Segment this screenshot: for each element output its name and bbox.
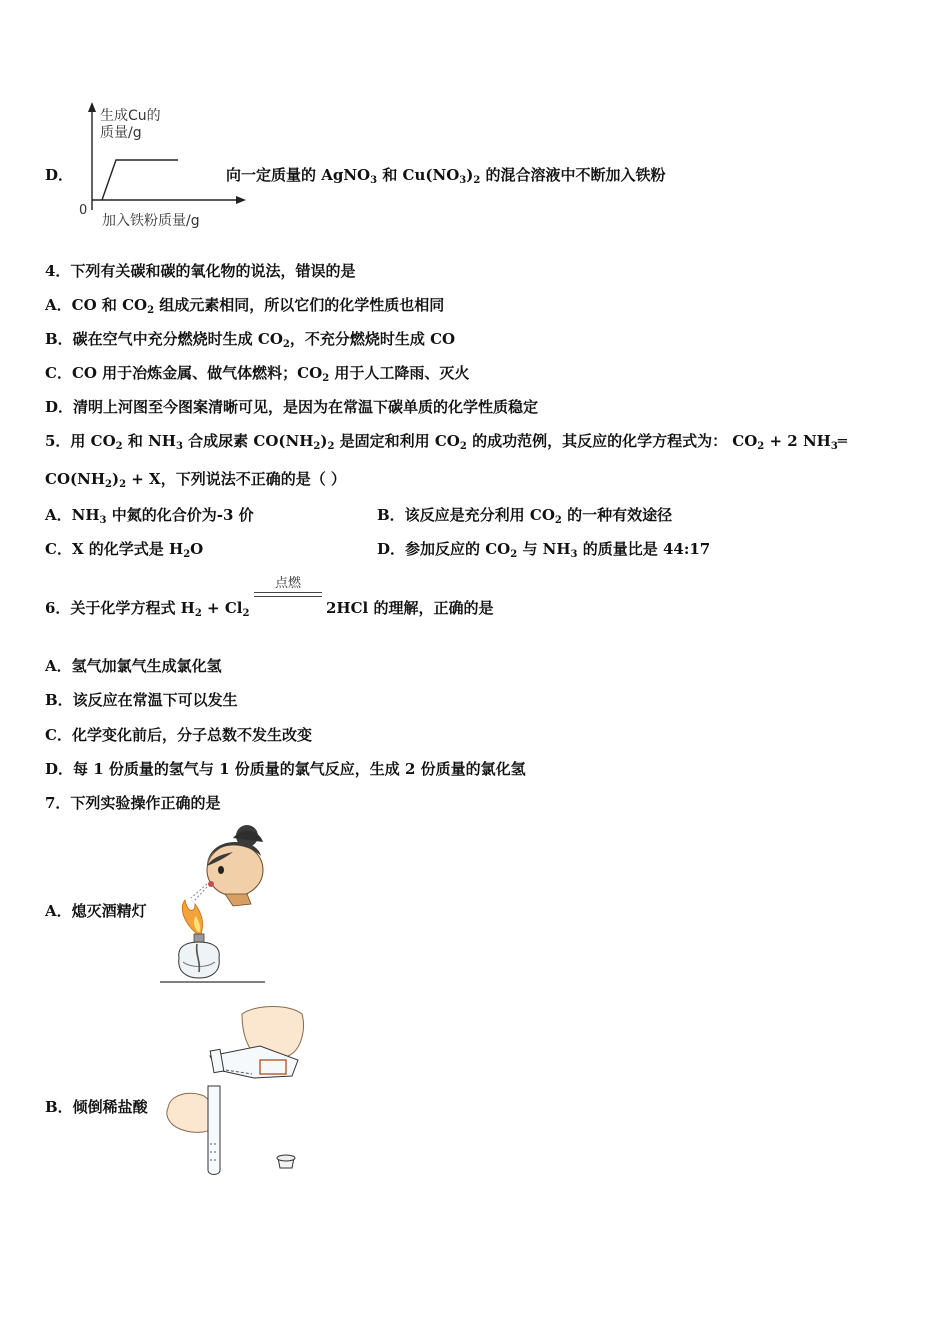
condition-label: 点燃	[274, 576, 301, 591]
graph-y-arrow	[88, 102, 96, 112]
q7-stem: 7．下列实验操作正确的是	[45, 794, 221, 812]
q6-stem-post: 2HCl 的理解，正确的是	[326, 599, 494, 617]
graph-origin: 0	[79, 203, 88, 218]
q4-option-b: B．碳在空气中充分燃烧时生成 $CO_2$，不充分燃烧时生成 CO	[45, 330, 456, 350]
copper-mass-graph	[70, 100, 250, 235]
reaction-condition	[252, 570, 324, 610]
q7-option-b: B．倾倒稀盐酸	[45, 1098, 148, 1116]
q5-option-d: D．参加反应的 $CO_2$ 与 $NH_3$ 的质量比是 44:17	[377, 540, 711, 560]
q4-option-a: A．CO 和 $CO_2$ 组成元素相同，所以它们的化学性质也相同	[45, 296, 445, 316]
q6-option-b: B．该反应在常温下可以发生	[45, 691, 238, 709]
graph-curve	[102, 160, 178, 200]
graph-y-label-1: 生成Cu的	[100, 108, 161, 124]
q6-option-c: C．化学变化前后，分子总数不发生改变	[45, 726, 312, 744]
equals-bar-top	[254, 592, 322, 593]
q5-option-c: C．X 的化学式是 $H_2O$	[45, 540, 204, 560]
q3-option-d-text: 向一定质量的 AgNO$_3$ 和 $Cu(NO_3)_2$ 的混合溶液中不断加入铁粉	[226, 166, 666, 186]
q5-stem-line2: $CO(NH_2)_2 + X$，下列说法不正确的是（ ）	[45, 470, 346, 490]
equals-bar-bottom	[254, 596, 322, 597]
graph-x-arrow	[236, 196, 246, 204]
blowing-alcohol-lamp-illustration	[155, 822, 270, 987]
q5-stem-line1: 5．用 $CO_2$ 和 $NH_3$ 合成尿素 $CO(NH_2)_2$ 是固定和利用 $CO_2$ 的成功范例，其反应的化学方程式为： $CO_2 + 2$ $NH_3═$	[45, 432, 847, 452]
q5-option-b: B．该反应是充分利用 $CO_2$ 的一种有效途径	[377, 506, 673, 526]
q6-option-d: D．每 1 份质量的氢气与 1 份质量的氯气反应，生成 2 份质量的氯化氢	[45, 760, 526, 778]
graph-x-label: 加入铁粉质量/g	[102, 213, 200, 229]
q4-option-c: C．CO 用于冶炼金属、做气体燃料；$CO_2$ 用于人工降雨、灭火	[45, 364, 470, 384]
q4-option-d: D．清明上河图至今图案清晰可见，是因为在常温下碳单质的化学性质稳定	[45, 398, 539, 416]
graph-y-label-2: 质量/g	[100, 125, 142, 141]
q7-option-a: A．熄灭酒精灯	[45, 902, 147, 920]
q6-stem-pre: 6．关于化学方程式 $H_2 + Cl_2$	[45, 599, 250, 619]
pouring-acid-illustration	[160, 1000, 310, 1180]
q5-option-a: A．$NH_3$ 中氮的化合价为-3 价	[45, 506, 254, 526]
q4-stem: 4．下列有关碳和碳的氧化物的说法，错误的是	[45, 262, 356, 280]
q3-option-d-label: D．	[45, 166, 74, 184]
q6-option-a: A．氢气加氯气生成氯化氢	[45, 657, 222, 675]
